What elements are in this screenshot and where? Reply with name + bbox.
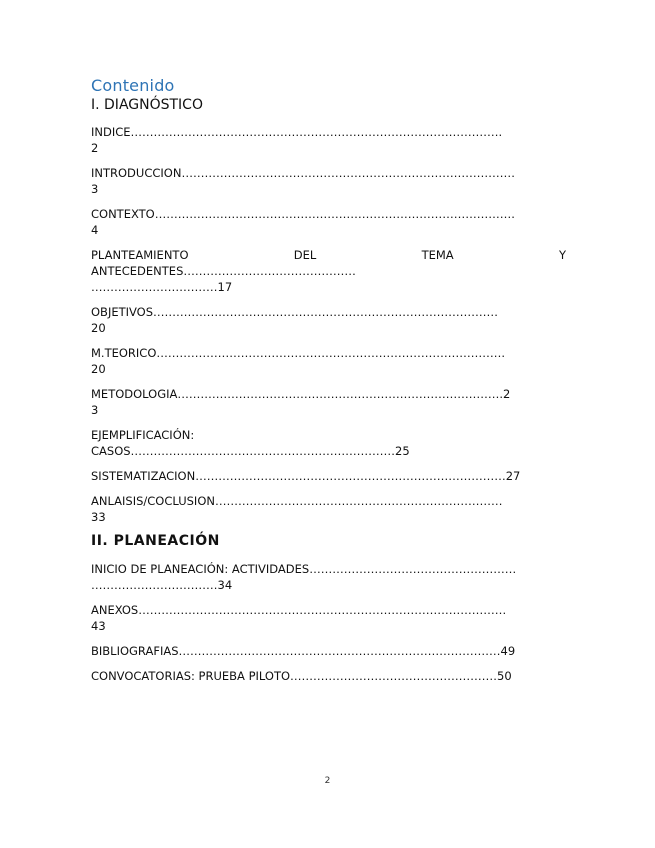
toc-entry-text: SISTEMATIZACION………………………………………………………………………27	[91, 469, 521, 483]
toc-entry-objetivos[interactable]	[91, 304, 566, 336]
toc-word: PLANTEAMIENTO	[91, 248, 189, 262]
toc-entry-page: 20	[91, 362, 106, 376]
toc-entry-introduccion[interactable]	[91, 165, 566, 197]
toc-entry-page: 43	[91, 619, 106, 633]
toc-word: TEMA	[421, 248, 454, 262]
toc-entry-page: CASOS……………………………………………………………25	[91, 444, 410, 458]
toc-entry-text: OBJETIVOS………………………………………………………………………………	[91, 305, 499, 319]
toc-entry-text: EJEMPLIFICACIÓN:	[91, 428, 195, 442]
toc-entry-page: 3	[91, 182, 99, 196]
toc-entry-page: 4	[91, 223, 99, 237]
page-number: 2	[324, 776, 331, 786]
toc-entry-page: ……………………………34	[91, 578, 233, 592]
toc-entry-convocatorias[interactable]	[91, 668, 566, 684]
toc-entry-text: INDICE…………………………………………………………………………………….	[91, 125, 503, 139]
toc-entry-text: METODOLOGIA………………………………………………………………………….2	[91, 387, 511, 401]
section-planeacion-heading: II. PLANEACIÓN	[91, 533, 220, 549]
toc-entry-contexto[interactable]	[91, 206, 566, 238]
toc-word: Y	[558, 248, 566, 262]
toc-entry-analisis-conclusion[interactable]	[91, 493, 566, 525]
toc-entry-inicio-planeacion[interactable]	[91, 561, 566, 593]
toc-entry-page: 33	[91, 510, 106, 524]
toc-entry-text: INICIO DE PLANEACIÓN: ACTIVIDADES………………………………………………	[91, 562, 517, 576]
toc-entry-bibliografias[interactable]	[91, 643, 566, 659]
toc-entry-text: ANLAISIS/COCLUSION…………………………………………………………………	[91, 494, 503, 508]
toc-entry-page: 2	[91, 141, 99, 155]
toc-entry-page: 3	[91, 403, 99, 417]
toc-entry-text: CONTEXTO………………………………………………………………………………….	[91, 207, 515, 221]
toc-entry-text: INTRODUCCION……………………………………………………………………………	[91, 166, 515, 180]
toc-entry-justified-line	[91, 247, 566, 263]
toc-entry-ejemplificacion[interactable]	[91, 427, 566, 459]
section-diagnostico-heading: I. DIAGNÓSTICO	[91, 97, 203, 113]
toc-entry-text: ANEXOS……………………………………………………………………………………	[91, 603, 507, 617]
toc-entry-text: CONVOCATORIAS: PRUEBA PILOTO………………………………………………50	[91, 669, 512, 683]
toc-entry-metodologia[interactable]	[91, 386, 566, 418]
toc-entry-indice[interactable]	[91, 124, 566, 156]
toc-entry-page: 20	[91, 321, 106, 335]
toc-entry-marco-teorico[interactable]	[91, 345, 566, 377]
toc-entry-text: M.TEORICO……………………………………………………………………………….	[91, 346, 506, 360]
toc-entry-planteamiento[interactable]	[91, 247, 566, 295]
toc-word: DEL	[293, 248, 317, 262]
toc-entry-sistematizacion[interactable]	[91, 468, 566, 484]
toc-entry-text: ANTECEDENTES………………………………………	[91, 264, 356, 278]
toc-title: Contenido	[91, 76, 175, 95]
toc-entry-page: ……………………………17	[91, 280, 233, 294]
toc-entry-anexos[interactable]	[91, 602, 566, 634]
toc-entry-text: BIBLIOGRAFIAS…………………………………………………………………………49	[91, 644, 516, 658]
